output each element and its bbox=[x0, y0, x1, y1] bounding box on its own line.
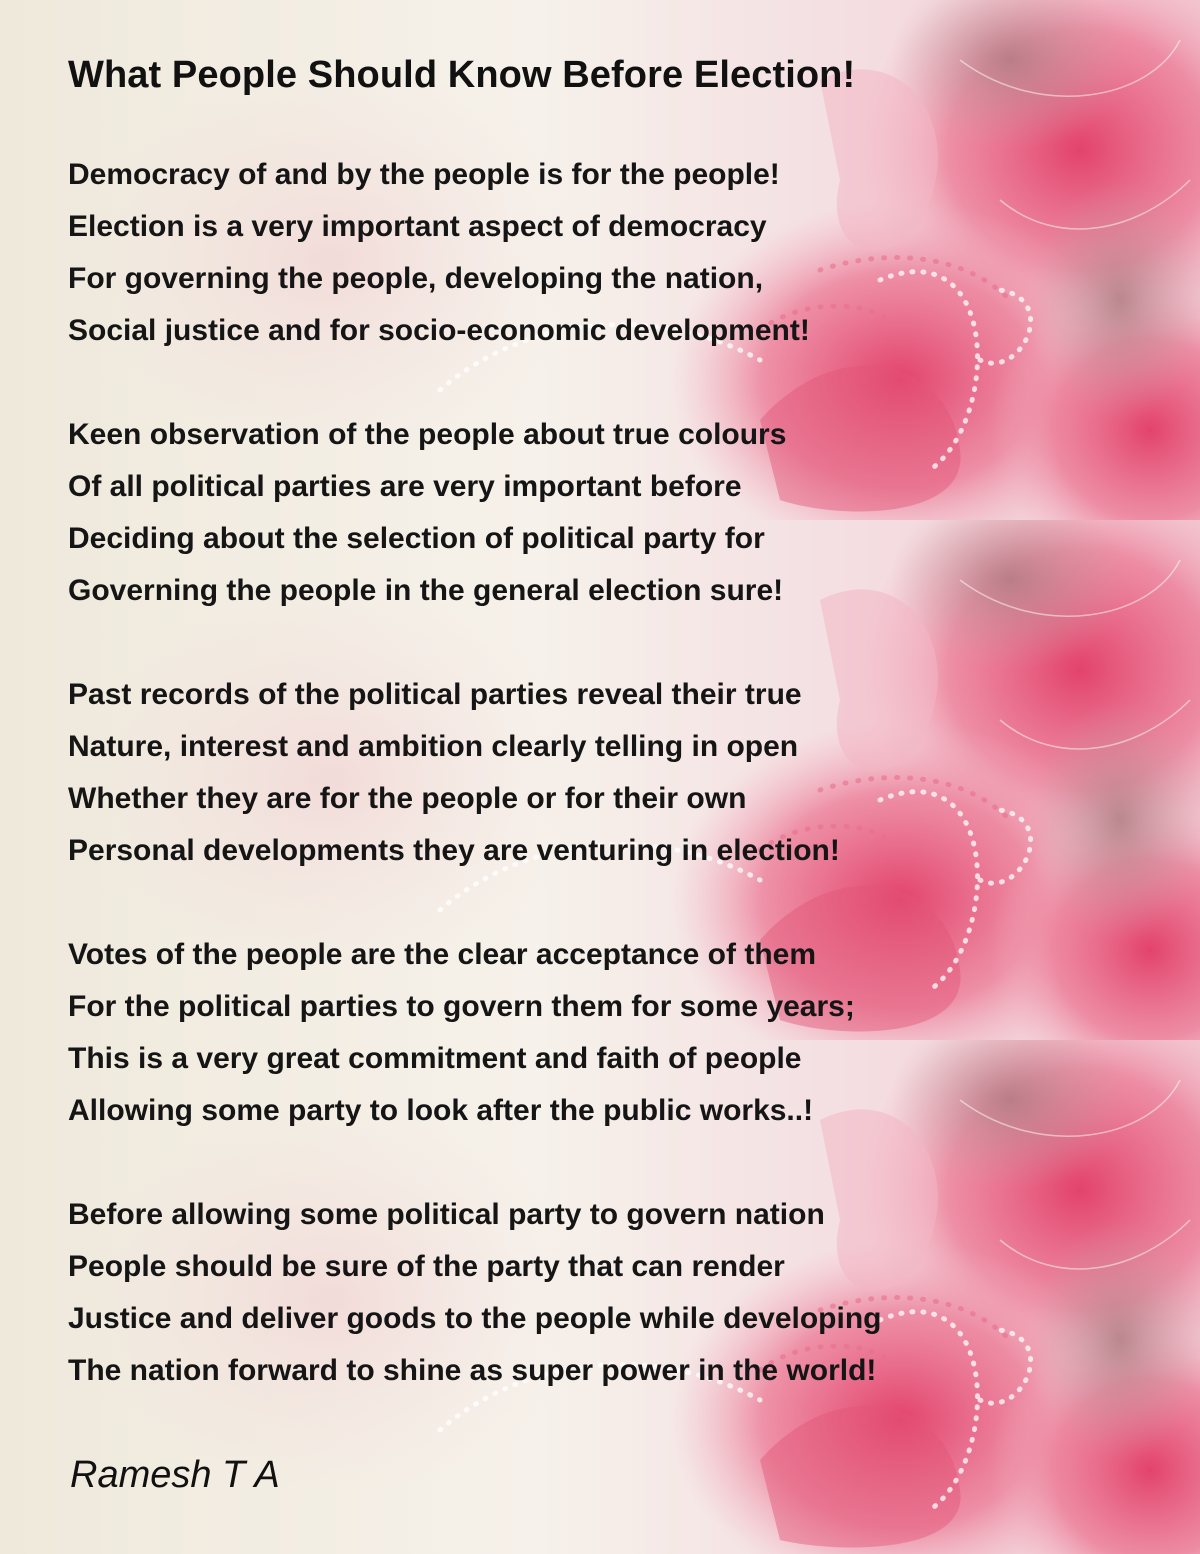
poem-line: This is a very great commitment and faith of people bbox=[68, 1042, 802, 1075]
poem-line: Justice and deliver goods to the people while developing bbox=[68, 1302, 882, 1335]
poem-line: Democracy of and by the people is for the people! bbox=[68, 158, 780, 191]
poem-line: Whether they are for the people or for their own bbox=[68, 782, 747, 815]
stanza-4 bbox=[68, 929, 855, 1137]
poem-title: What People Should Know Before Election! bbox=[68, 54, 856, 96]
poem-line: The nation forward to shine as super power in the world! bbox=[68, 1354, 877, 1387]
poem-line: Social justice and for socio-economic development! bbox=[68, 314, 810, 347]
poem-line: For the political parties to govern them for some years; bbox=[68, 990, 855, 1023]
poem-author: Ramesh T A bbox=[70, 1454, 280, 1496]
poem-line: Governing the people in the general election sure! bbox=[68, 574, 784, 607]
poem-line: Allowing some party to look after the public works..! bbox=[68, 1094, 814, 1127]
stanza-1 bbox=[68, 149, 810, 357]
stanza-3 bbox=[68, 669, 840, 877]
poem-line: Deciding about the selection of political party for bbox=[68, 522, 765, 555]
poem-line: Votes of the people are the clear acceptance of them bbox=[68, 938, 817, 971]
poem-line: Nature, interest and ambition clearly telling in open bbox=[68, 730, 799, 763]
poem-line: Before allowing some political party to govern nation bbox=[68, 1198, 825, 1231]
stanza-5 bbox=[68, 1189, 881, 1397]
poem-line: Of all political parties are very important before bbox=[68, 470, 742, 503]
poem-line: Past records of the political parties reveal their true bbox=[68, 678, 802, 711]
stanza-2 bbox=[68, 409, 786, 617]
poem-line: Personal developments they are venturing in election! bbox=[68, 834, 840, 867]
poem-line: Election is a very important aspect of democracy bbox=[68, 210, 767, 243]
poem-line: For governing the people, developing the nation, bbox=[68, 262, 764, 295]
poem-line: People should be sure of the party that can render bbox=[68, 1250, 785, 1283]
poem-line: Keen observation of the people about true colours bbox=[68, 418, 787, 451]
